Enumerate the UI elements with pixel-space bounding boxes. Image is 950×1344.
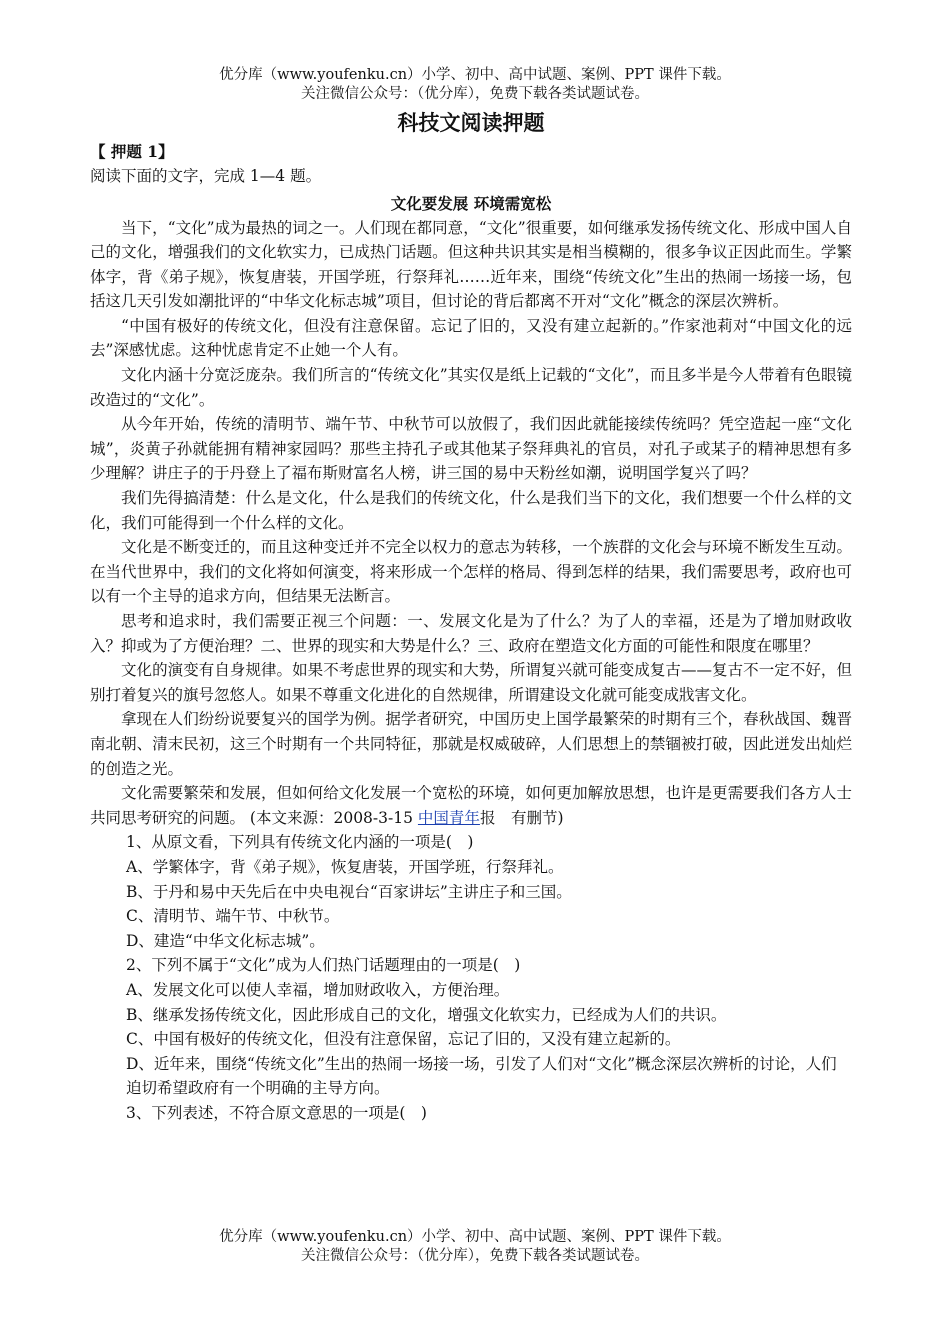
section-label: 【 押题 1】 (90, 142, 174, 161)
paragraph: 文化内涵十分宽泛庞杂。我们所言的“传统文化”其实仅是纸上记载的“文化”，而且多半是今人带着有色眼镜改造过的“文化”。 (90, 366, 852, 409)
page-title: 科技文阅读押题 (397, 110, 545, 135)
document-body (90, 104, 852, 1125)
question-stem: 3、下列表述，不符合原文意思的一项是( ) (126, 1103, 427, 1122)
source-link[interactable]: 中国青年 (417, 808, 480, 827)
question-option: C、清明节、端午节、中秋节。 (126, 907, 340, 926)
question-option: D、建造“中华文化标志城”。 (126, 931, 325, 950)
question-option: C、中国有极好的传统文化，但没有注意保留，忘记了旧的，又没有建立起新的。 (126, 1030, 681, 1049)
page-footer (0, 1228, 950, 1266)
paragraph: 我们先得搞清楚：什么是文化，什么是我们的传统文化，什么是我们当下的文化，我们想要一个什么样的文化，我们可能得到一个什么样的文化。 (90, 489, 852, 532)
footer-line-2: 关注微信公众号：（优分库），免费下载各类试题试卷。 (301, 1248, 649, 1264)
paragraph: 文化的演变有自身规律。如果不考虑世界的现实和大势，所谓复兴就可能变成复古——复古不一定不好，但别打着复兴的旗号忽悠人。如果不尊重文化进化的自然规律，所谓建设文化就可能变成戕害文化。 (90, 661, 852, 704)
paragraph: 拿现在人们纷纷说要复兴的国学为例。据学者研究，中国历史上国学最繁荣的时期有三个，春秋战国、魏晋南北朝、清末民初，这三个时期有一个共同特征，那就是权威破碎，人们思想上的禁锢被打破，因此迸发出灿烂的创造之光。 (90, 710, 852, 778)
question-option: A、学繁体字，背《弟子规》，恢复唐装，开国学班，行祭拜礼。 (126, 857, 564, 876)
header-line-1: 优分库（www.youfenku.cn）小学、初中、高中试题、案例、PPT 课件下载。 (219, 67, 731, 83)
last-paragraph-text: 文化需要繁荣和发展，但如何给文化发展一个宽松的环境，如何更加解放思想，也许是更需要我们各方人士共同思考研究的问题。 (本文来源：2008-3-15 (90, 784, 852, 827)
last-paragraph (90, 781, 852, 830)
question-option: D、近年来，围绕“传统文化”生出的热闹一场接一场，引发了人们对“文化”概念深层次辨析的讨论，人们迫切希望政府有一个明确的主导方向。 (126, 1054, 837, 1098)
paragraph: 当下，“文化”成为最热的词之一。人们现在都同意，“文化”很重要，如何继承发扬传统文化、形成中国人自己的文化，增强我们的文化软实力，已成热门话题。但这种共识其实是相当模糊的，很多争议正因此而生。学繁体字，背《弟子规》，恢复唐装，开国学班，行祭拜礼……近年来，围绕“传统文化”生出的热闹一场接一场，包括这几天引发如潮批评的“中华文化标志城”项目，但讨论的背后都离不开对“文化”概念的深层次辨析。 (90, 218, 852, 311)
question-option: A、发展文化可以使人幸福，增加财政收入，方便治理。 (126, 980, 510, 999)
question-stem: 2、下列不属于“文化”成为人们热门话题理由的一项是( ) (126, 956, 521, 975)
paragraph: 从今年开始，传统的清明节、端午节、中秋节可以放假了，我们因此就能接续传统吗？凭空造起一座“文化城”，炎黄子孙就能拥有精神家园吗？那些主持孔子或其他某子祭拜典礼的官员，对孔子或某子的精神思想有多少理解？讲庄子的于丹登上了福布斯财富名人榜，讲三国的易中天粉丝如潮，说明国学复兴了吗？ (90, 415, 852, 483)
footer-line-1: 优分库（www.youfenku.cn）小学、初中、高中试题、案例、PPT 课件下载。 (219, 1229, 731, 1245)
last-paragraph-tail: 报 有删节) (479, 808, 564, 827)
header-line-2: 关注微信公众号：（优分库），免费下载各类试题试卷。 (301, 86, 649, 102)
paragraph: 思考和追求时，我们需要正视三个问题：一、发展文化是为了什么？为了人的幸福，还是为了增加财政收入？抑或为了方便治理？二、世界的现实和大势是什么？三、政府在塑造文化方面的可能性和限度在哪里？ (90, 612, 852, 655)
question-stem: 1、从原文看，下列具有传统文化内涵的一项是( ) (126, 833, 474, 852)
instruction: 阅读下面的文字，完成 1—4 题。 (90, 167, 322, 185)
question-option: B、继承发扬传统文化，因此形成自己的文化，增强文化软实力，已经成为人们的共识。 (126, 1005, 727, 1024)
paragraph: 文化是不断变迁的，而且这种变迁并不完全以权力的意志为转移，一个族群的文化会与环境不断发生互动。在当代世界中，我们的文化将如何演变，将来形成一个怎样的格局、得到怎样的结果，我们需要思考，政府也可以有一个主导的追求方向，但结果无法断言。 (90, 538, 852, 606)
question-option: B、于丹和易中天先后在中央电视台“百家讲坛”主讲庄子和三国。 (126, 882, 572, 901)
page-header (0, 66, 950, 104)
paragraph: “中国有极好的传统文化，但没有注意保留。忘记了旧的，又没有建立起新的。”作家池莉对“中国文化的远去”深感忧虑。这种忧虑肯定不止她一个人有。 (90, 316, 852, 360)
article-title: 文化要发展 环境需宽松 (390, 193, 552, 213)
